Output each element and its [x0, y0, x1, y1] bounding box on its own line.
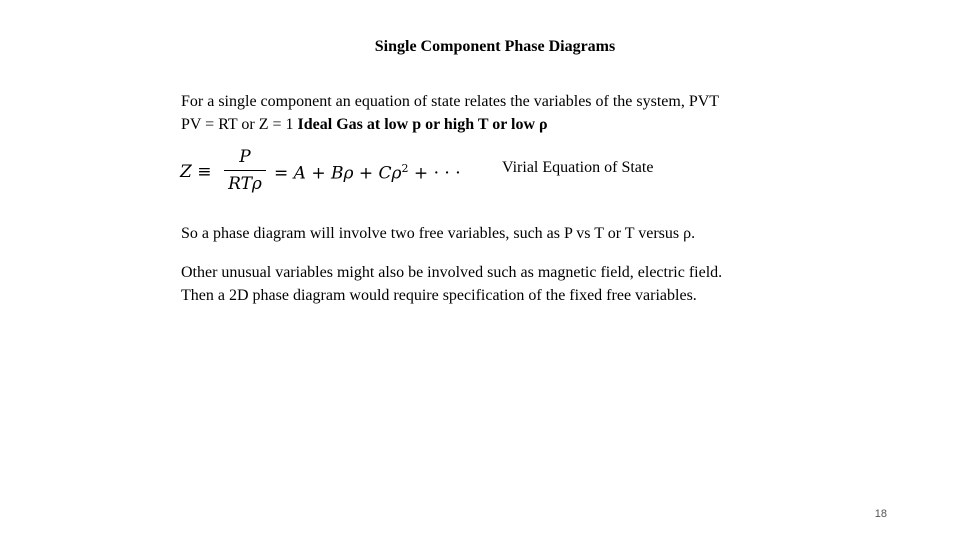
formula-rhs: = $A + B\rho + C\rho^2$ + · · · [274, 162, 461, 184]
formula-lhs: Z ≡ [180, 162, 212, 182]
slide-title: Single Component Phase Diagrams [374, 38, 616, 55]
paragraph-unusual-variables-2: Then a 2D phase diagram would require specification of the fixed free variables. [181, 287, 697, 304]
paragraph-unusual-variables-1: Other unusual variables might also be involved such as magnetic field, electric field. [181, 264, 723, 281]
fraction-numerator: P [239, 147, 251, 167]
ideal-gas-conditions: Ideal Gas at low p or high T or low ρ [297, 116, 548, 133]
fraction-denominator: RTρ [228, 174, 262, 194]
page-number: 18 [874, 508, 887, 520]
fraction-bar [224, 170, 266, 171]
intro-line-1: For a single component an equation of state relates the variables of the system, PVT [181, 93, 720, 110]
virial-formula [180, 146, 470, 200]
virial-label: Virial Equation of State [502, 159, 654, 176]
paragraph-free-variables: So a phase diagram will involve two free variables, such as P vs T or T versus ρ. [181, 225, 696, 242]
formula-fraction [224, 146, 266, 195]
intro-line-2 [181, 116, 548, 134]
ideal-gas-equation: PV = RT or Z = 1 [181, 116, 298, 133]
